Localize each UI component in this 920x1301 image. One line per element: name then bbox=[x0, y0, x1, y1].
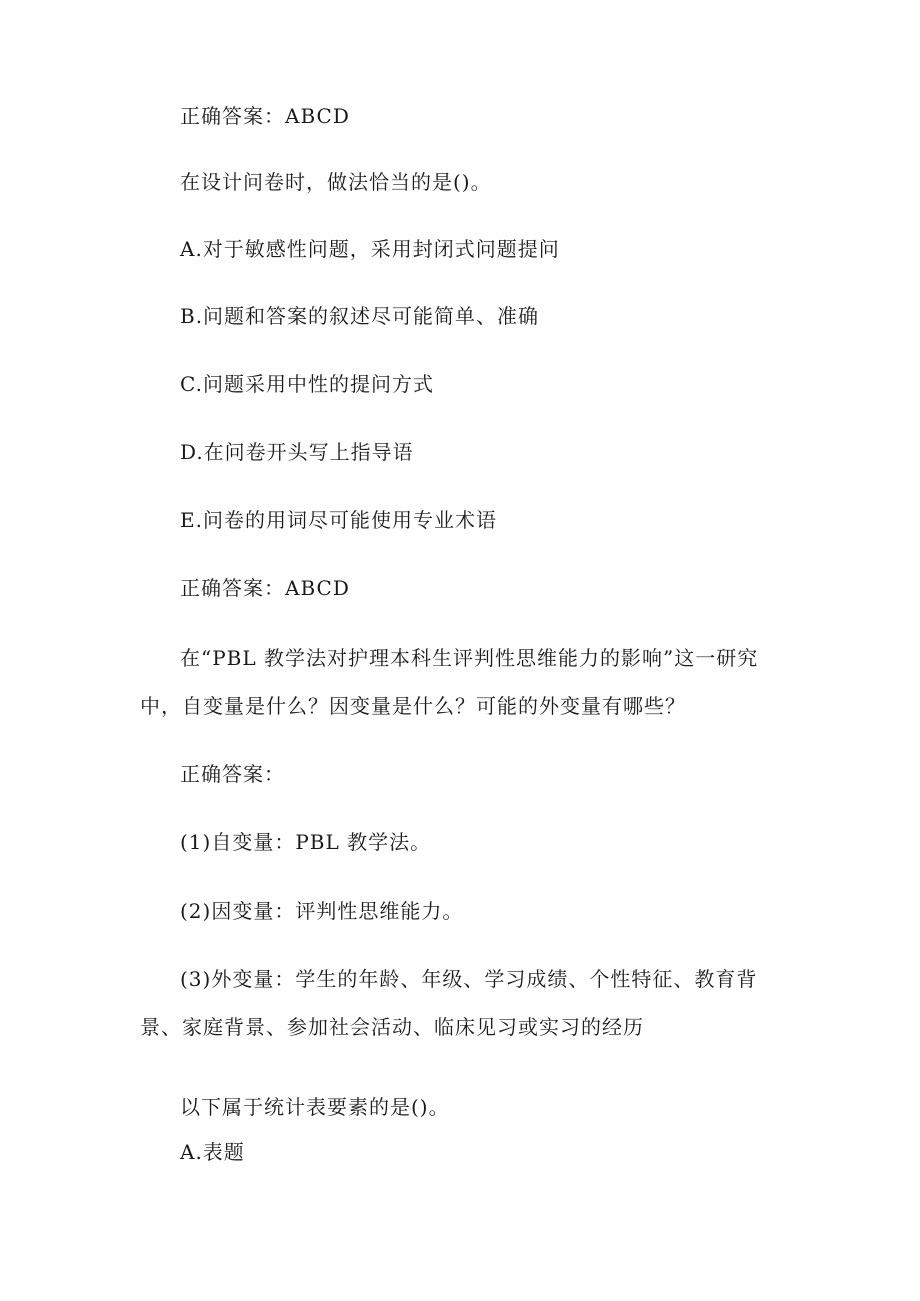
extraneous-variable-line-2: 景、家庭背景、参加社会活动、临床见习或实习的经历 bbox=[140, 1015, 644, 1039]
correct-answer-2: 正确答案：ABCD bbox=[180, 576, 350, 600]
option-a-table-title: A.表题 bbox=[180, 1140, 245, 1164]
correct-answer-1: 正确答案：ABCD bbox=[180, 104, 350, 128]
independent-variable: (1)自变量：PBL 教学法。 bbox=[180, 830, 432, 854]
correct-answer-3: 正确答案： bbox=[180, 762, 285, 786]
option-e: E.问卷的用词尽可能使用专业术语 bbox=[180, 508, 497, 532]
question-statistical-table: 以下属于统计表要素的是()。 bbox=[180, 1095, 450, 1119]
question-pbl-line-2: 中，自变量是什么？因变量是什么？可能的外变量有哪些？ bbox=[140, 694, 686, 718]
question-questionnaire-design: 在设计问卷时，做法恰当的是()。 bbox=[180, 170, 492, 194]
extraneous-variable-line-1: (3)外变量：学生的年龄、年级、学习成绩、个性特征、教育背 bbox=[180, 967, 758, 991]
dependent-variable: (2)因变量：评判性思维能力。 bbox=[180, 899, 464, 923]
option-c: C.问题采用中性的提问方式 bbox=[180, 372, 434, 396]
option-b: B.问题和答案的叙述尽可能简单、准确 bbox=[180, 304, 540, 328]
option-a: A.对于敏感性问题，采用封闭式问题提问 bbox=[180, 237, 560, 261]
question-pbl-line-1: 在“PBL 教学法对护理本科生评判性思维能力的影响”这一研究 bbox=[180, 646, 759, 670]
option-d: D.在问卷开头写上指导语 bbox=[180, 440, 414, 464]
